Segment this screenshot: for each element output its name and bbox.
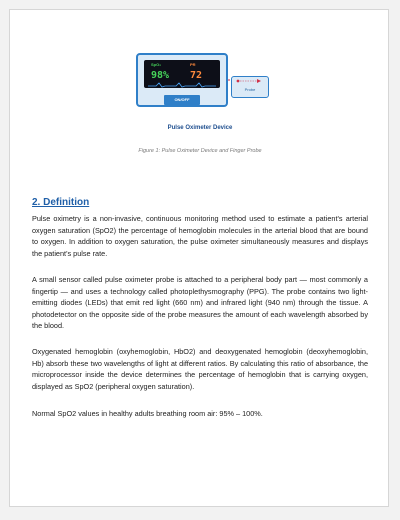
spo2-value: 98% [151, 70, 170, 81]
paragraph: Normal SpO2 values in healthy adults breathing room air: 95% – 100%. [32, 409, 263, 418]
probe-led-icon [232, 77, 267, 87]
on-off-button[interactable]: ON/OFF [164, 95, 200, 105]
document-page [9, 9, 389, 507]
spo2-label: SpO₂ [151, 62, 161, 67]
pr-label: PR [190, 62, 196, 67]
paragraph: Oxygenated hemoglobin (oxyhemoglobin, HbO2) and deoxygenated hemoglobin (deoxyhemoglobin, Hb) absorb these two wavelengths of light at different ratios. By calculating this ratio of absorbance, the microprocessor inside the device determines the percentage of hemoglobin that is carrying oxygen, displayed as SpO2 (peripheral oxygen saturation). [32, 347, 368, 391]
figure-pulse-oximeter [10, 10, 390, 180]
figure-caption: Figure 1: Pulse Oximeter Device and Finger Probe [138, 148, 262, 154]
oximeter-device [136, 53, 228, 107]
finger-probe [231, 76, 269, 98]
probe-label: Probe [244, 87, 256, 92]
section-heading: 2. Definition [32, 197, 90, 208]
paragraph: Pulse oximetry is a non-invasive, continuous monitoring method used to estimate a patient's arterial oxygen saturation (SpO2) the percentage of hemoglobin molecules in the arterial blood that are bound to oxygen. In addition to oxygen saturation, the pulse oximeter simultaneously measures and displays the patient's pulse rate. [32, 214, 368, 258]
oximeter-screen [144, 60, 220, 88]
device-title: Pulse Oximeter Device [167, 125, 233, 131]
pleth-wave-icon [148, 82, 216, 88]
pr-value: 72 [190, 70, 203, 81]
paragraph: A small sensor called pulse oximeter probe is attached to a peripheral body part — most commonly a fingertip — and uses a technology called photoplethysmography (PPG). The probe contains two light-emitting diodes (LEDs) that emit red light (660 nm) and infrared light (940 nm) through the tissue. A photodetector on the opposite side of the probe measures the amount of each wavelength absorbed by the blood. [32, 275, 368, 331]
